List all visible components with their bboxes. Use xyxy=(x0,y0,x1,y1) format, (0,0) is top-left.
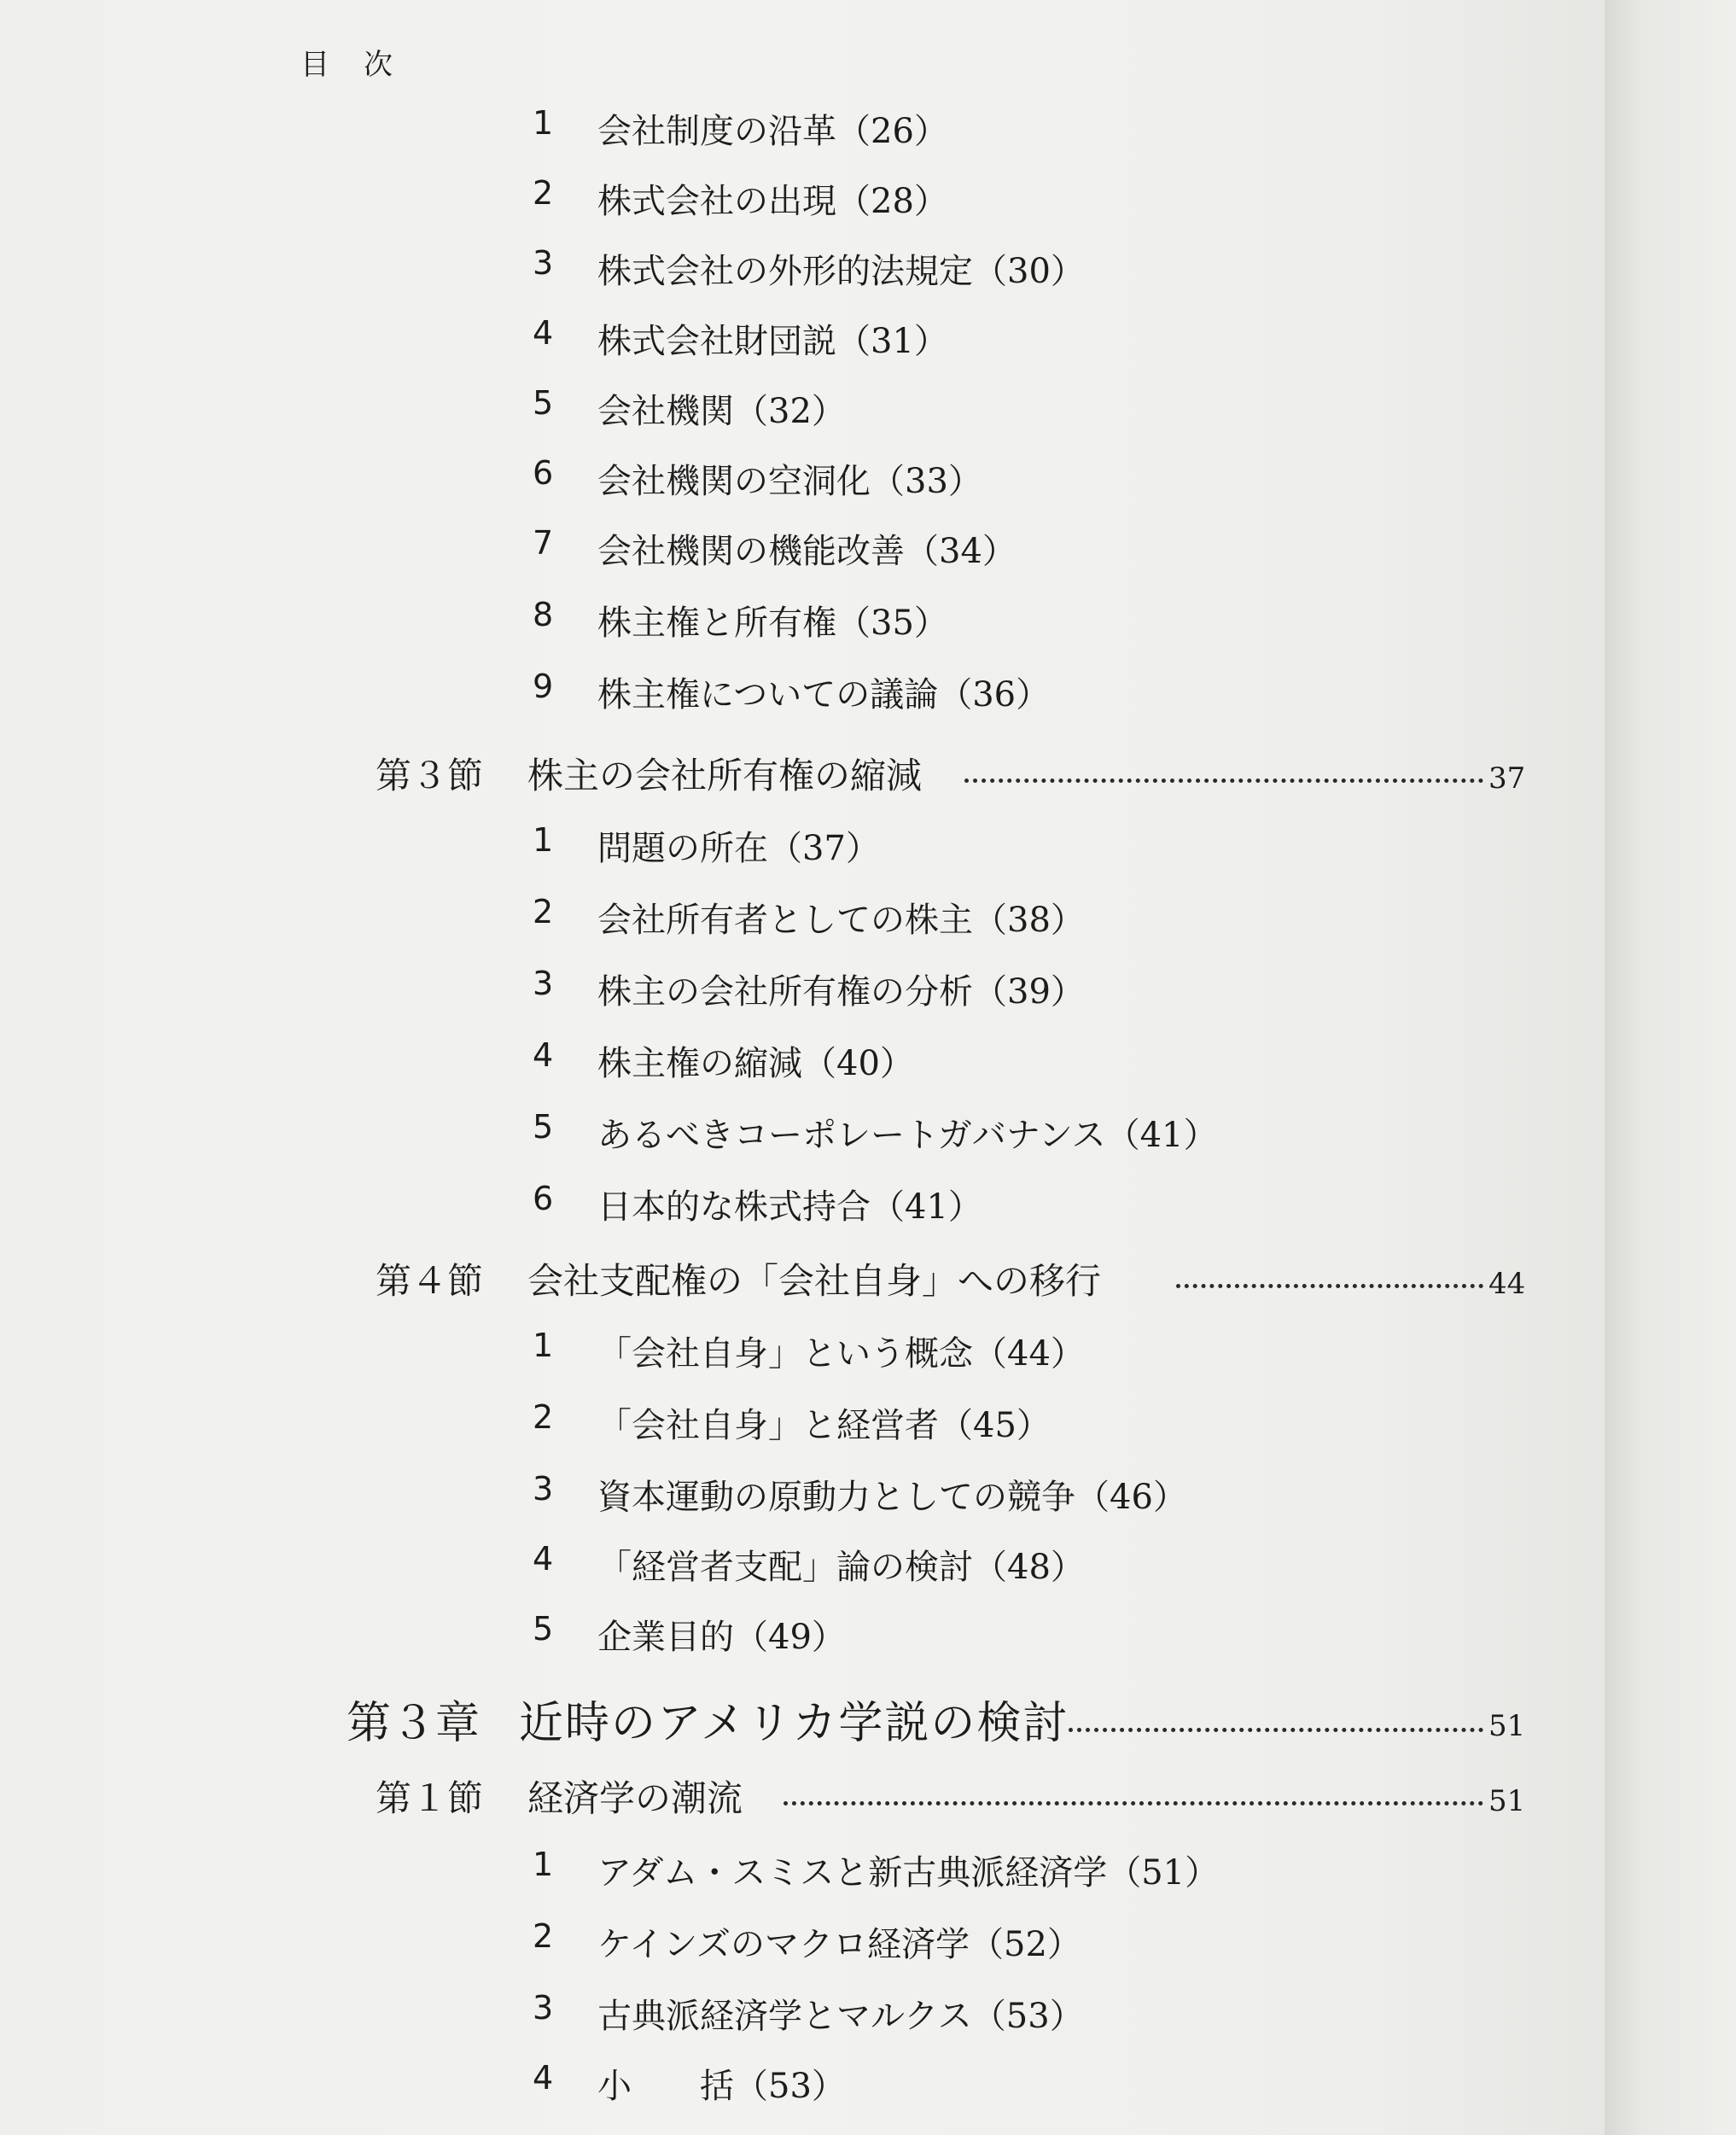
item-text: 「会社自身」という概念（44） xyxy=(597,1334,1085,1374)
item-number: 2 xyxy=(533,1398,554,1436)
section-label: 第４節 xyxy=(376,1260,484,1302)
section-title: 株主の会社所有権の縮減 xyxy=(527,755,923,796)
item-text: 株主の会社所有権の分析（39） xyxy=(597,972,1085,1012)
item-text: 会社機関（32） xyxy=(597,392,846,431)
page-number: 37 xyxy=(1488,761,1526,796)
item-number: 4 xyxy=(533,1036,554,1074)
item-number: 2 xyxy=(533,174,554,212)
item-number: 9 xyxy=(533,668,554,705)
item-text: あるべきコーポレートガバナンス（41） xyxy=(597,1116,1218,1155)
item-text: アダム・スミスと新古典派経済学（51） xyxy=(597,1853,1220,1893)
item-number: 2 xyxy=(533,893,554,930)
item-text: 株式会社の外形的法規定（30） xyxy=(597,252,1085,291)
item-text: ケインズのマクロ経済学（52） xyxy=(597,1925,1081,1964)
item-number: 5 xyxy=(533,1108,554,1146)
item-number: 2 xyxy=(533,1917,554,1955)
section-label: 第１節 xyxy=(376,1777,484,1819)
item-text: 会社所有者としての株主（38） xyxy=(597,901,1085,940)
page-edge xyxy=(1605,0,1736,2135)
leader-dots xyxy=(784,1801,1483,1805)
item-text: 「会社自身」と経営者（45） xyxy=(597,1406,1051,1445)
item-text: 株主権についての議論（36） xyxy=(597,675,1051,715)
item-text: 「経営者支配」論の検討（48） xyxy=(597,1548,1085,1587)
item-number: 5 xyxy=(533,1610,554,1648)
item-text: 問題の所在（37） xyxy=(597,829,880,868)
item-number: 3 xyxy=(533,1989,554,2027)
item-number: 4 xyxy=(533,2059,554,2097)
item-text: 日本的な株式持合（41） xyxy=(597,1187,982,1227)
item-number: 1 xyxy=(533,1327,554,1364)
page-number: 44 xyxy=(1488,1267,1526,1301)
chapter-label: 第３章 xyxy=(347,1698,481,1749)
item-text: 小 括（53） xyxy=(597,2067,846,2106)
item-text: 株主権の縮減（40） xyxy=(597,1044,914,1083)
item-number: 3 xyxy=(533,965,554,1002)
item-text: 会社機関の機能改善（34） xyxy=(597,532,1017,571)
page-header: 目次 xyxy=(300,48,427,82)
item-number: 5 xyxy=(533,384,554,422)
item-text: 企業目的（49） xyxy=(597,1618,846,1657)
leader-dots xyxy=(964,779,1483,783)
item-text: 会社機関の空洞化（33） xyxy=(597,462,982,501)
section-label: 第３節 xyxy=(376,755,484,796)
item-number: 1 xyxy=(533,104,554,142)
item-text: 古典派経済学とマルクス（53） xyxy=(597,1997,1084,2036)
item-number: 4 xyxy=(533,314,554,352)
item-number: 3 xyxy=(533,1470,554,1508)
item-text: 株式会社財団説（31） xyxy=(597,322,948,361)
page-number: 51 xyxy=(1488,1784,1526,1818)
item-number: 6 xyxy=(533,1180,554,1217)
item-text: 株主権と所有権（35） xyxy=(597,604,948,643)
section-title: 会社支配権の「会社自身」への移行 xyxy=(527,1260,1102,1302)
item-number: 4 xyxy=(533,1540,554,1578)
chapter-title: 近時のアメリカ学説の検討 xyxy=(519,1698,1069,1749)
leader-dots xyxy=(1176,1284,1483,1288)
item-number: 6 xyxy=(533,454,554,492)
page-number: 51 xyxy=(1488,1709,1526,1743)
item-number: 8 xyxy=(533,596,554,633)
item-number: 1 xyxy=(533,821,554,859)
item-text: 株式会社の出現（28） xyxy=(597,182,948,221)
item-number: 1 xyxy=(533,1846,554,1883)
section-title: 経済学の潮流 xyxy=(527,1777,743,1819)
item-text: 資本運動の原動力としての競争（46） xyxy=(597,1478,1187,1517)
item-number: 7 xyxy=(533,524,554,562)
item-text: 会社制度の沿革（26） xyxy=(597,112,948,151)
item-number: 3 xyxy=(533,244,554,282)
leader-dots xyxy=(1069,1728,1483,1732)
